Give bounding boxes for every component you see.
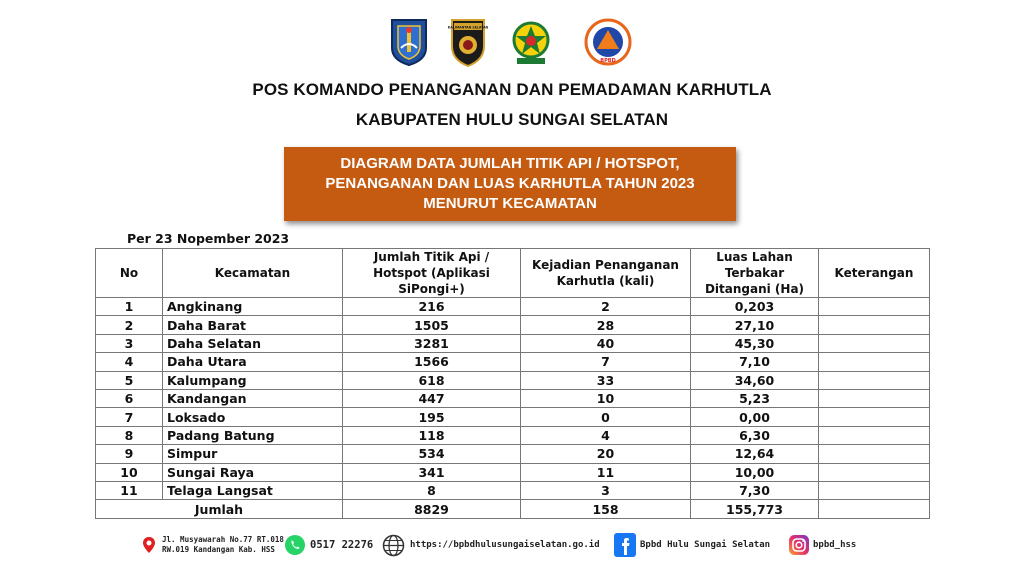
cell-hotspot: 118 [343, 426, 521, 444]
diagram-title-banner [284, 147, 736, 221]
table-body [96, 298, 930, 500]
cell-kecamatan: Daha Utara [163, 353, 343, 371]
header-hotspot: Jumlah Titik Api / Hotspot (Aplikasi SiPongi+) [343, 249, 521, 298]
cell-kejadian: 20 [521, 445, 691, 463]
cell-kecamatan: Kalumpang [163, 371, 343, 389]
cell-hotspot: 8 [343, 481, 521, 499]
table-row [96, 389, 930, 407]
cell-no: 11 [96, 481, 163, 499]
cell-kecamatan: Daha Barat [163, 316, 343, 334]
cell-hotspot: 195 [343, 408, 521, 426]
total-label: Jumlah [96, 500, 343, 519]
cell-luas: 7,30 [691, 481, 819, 499]
cell-no: 4 [96, 353, 163, 371]
cell-keterangan [819, 426, 930, 444]
cell-no: 7 [96, 408, 163, 426]
date-label: Per 23 Nopember 2023 [127, 231, 290, 246]
hss-regency-logo [510, 18, 552, 68]
cell-hotspot: 1505 [343, 316, 521, 334]
whatsapp-icon [284, 534, 306, 556]
total-keterangan [819, 500, 930, 519]
cell-hotspot: 534 [343, 445, 521, 463]
cell-hotspot: 216 [343, 298, 521, 316]
kalsel-province-logo [390, 18, 428, 66]
globe-icon [382, 534, 405, 557]
cell-luas: 27,10 [691, 316, 819, 334]
cell-kejadian: 2 [521, 298, 691, 316]
cell-luas: 10,00 [691, 463, 819, 481]
cell-keterangan [819, 353, 930, 371]
cell-kejadian: 4 [521, 426, 691, 444]
location-pin-icon [142, 536, 156, 554]
cell-luas: 7,10 [691, 353, 819, 371]
cell-kecamatan: Telaga Langsat [163, 481, 343, 499]
header-keterangan: Keterangan [819, 249, 930, 298]
table-total-row [96, 500, 930, 519]
banner-line-3: MENURUT KECAMATAN [423, 195, 597, 212]
address-line-2: RW.019 Kandangan Kab. HSS [162, 545, 275, 554]
page-subtitle: KABUPATEN HULU SUNGAI SELATAN [355, 110, 669, 129]
cell-keterangan [819, 445, 930, 463]
total-luas: 155,773 [691, 500, 819, 519]
cell-no: 5 [96, 371, 163, 389]
website-link[interactable]: https://bpbdhulusungaiselatan.go.id [410, 540, 600, 550]
cell-hotspot: 341 [343, 463, 521, 481]
header-luas: Luas Lahan Terbakar Ditangani (Ha) [691, 249, 819, 298]
cell-hotspot: 618 [343, 371, 521, 389]
address [162, 535, 284, 555]
facebook-link[interactable]: Bpbd Hulu Sungai Selatan [640, 540, 771, 550]
cell-kejadian: 0 [521, 408, 691, 426]
karhutla-table [95, 248, 930, 519]
cell-kecamatan: Loksado [163, 408, 343, 426]
table-row [96, 371, 930, 389]
cell-luas: 5,23 [691, 389, 819, 407]
address-line-1: Jl. Musyawarah No.77 RT.018 [162, 535, 284, 544]
instagram-icon [788, 534, 810, 556]
table-row [96, 445, 930, 463]
cell-kecamatan: Kandangan [163, 389, 343, 407]
table-row [96, 426, 930, 444]
logo-strip [0, 18, 1024, 74]
table-row [96, 298, 930, 316]
bpbd-logo-text: BPBD [600, 58, 616, 64]
header-no: No [96, 249, 163, 298]
header-kecamatan: Kecamatan [163, 249, 343, 298]
cell-kejadian: 40 [521, 334, 691, 352]
table-row [96, 408, 930, 426]
table-row [96, 334, 930, 352]
cell-no: 2 [96, 316, 163, 334]
cell-kejadian: 33 [521, 371, 691, 389]
footer [0, 533, 1024, 559]
total-hotspot: 8829 [343, 500, 521, 519]
cell-luas: 45,30 [691, 334, 819, 352]
cell-keterangan [819, 408, 930, 426]
cell-kejadian: 3 [521, 481, 691, 499]
table-row [96, 463, 930, 481]
banner-line-1: DIAGRAM DATA JUMLAH TITIK API / HOTSPOT, [340, 155, 680, 172]
facebook-icon [614, 533, 636, 557]
cell-kejadian: 28 [521, 316, 691, 334]
cell-kecamatan: Padang Batung [163, 426, 343, 444]
total-kejadian: 158 [521, 500, 691, 519]
table-row [96, 481, 930, 499]
cell-keterangan [819, 298, 930, 316]
cell-no: 9 [96, 445, 163, 463]
cell-keterangan [819, 334, 930, 352]
police-badge-text: KALIMANTAN SELATAN [448, 25, 488, 30]
table-header-row [96, 249, 930, 298]
cell-no: 10 [96, 463, 163, 481]
cell-hotspot: 1566 [343, 353, 521, 371]
cell-kecamatan: Angkinang [163, 298, 343, 316]
cell-kecamatan: Daha Selatan [163, 334, 343, 352]
header-kejadian: Kejadian Penanganan Karhutla (kali) [521, 249, 691, 298]
cell-kejadian: 10 [521, 389, 691, 407]
cell-kecamatan: Simpur [163, 445, 343, 463]
cell-keterangan [819, 389, 930, 407]
cell-luas: 12,64 [691, 445, 819, 463]
cell-kecamatan: Sungai Raya [163, 463, 343, 481]
cell-luas: 0,203 [691, 298, 819, 316]
cell-luas: 34,60 [691, 371, 819, 389]
cell-keterangan [819, 316, 930, 334]
cell-hotspot: 3281 [343, 334, 521, 352]
table-row [96, 316, 930, 334]
instagram-handle[interactable]: bpbd_hss [813, 540, 857, 550]
phone-number[interactable]: 0517 22276 [310, 539, 374, 551]
cell-no: 8 [96, 426, 163, 444]
cell-kejadian: 7 [521, 353, 691, 371]
table-row [96, 353, 930, 371]
cell-no: 1 [96, 298, 163, 316]
cell-luas: 0,00 [691, 408, 819, 426]
page-title: POS KOMANDO PENANGANAN DAN PEMADAMAN KARHUTLA [252, 80, 772, 99]
cell-no: 6 [96, 389, 163, 407]
police-badge-logo [448, 18, 488, 68]
bpbd-logo [584, 18, 632, 68]
cell-keterangan [819, 481, 930, 499]
cell-luas: 6,30 [691, 426, 819, 444]
cell-keterangan [819, 463, 930, 481]
cell-hotspot: 447 [343, 389, 521, 407]
cell-kejadian: 11 [521, 463, 691, 481]
banner-line-2: PENANGANAN DAN LUAS KARHUTLA TAHUN 2023 [325, 175, 695, 192]
cell-keterangan [819, 371, 930, 389]
cell-no: 3 [96, 334, 163, 352]
